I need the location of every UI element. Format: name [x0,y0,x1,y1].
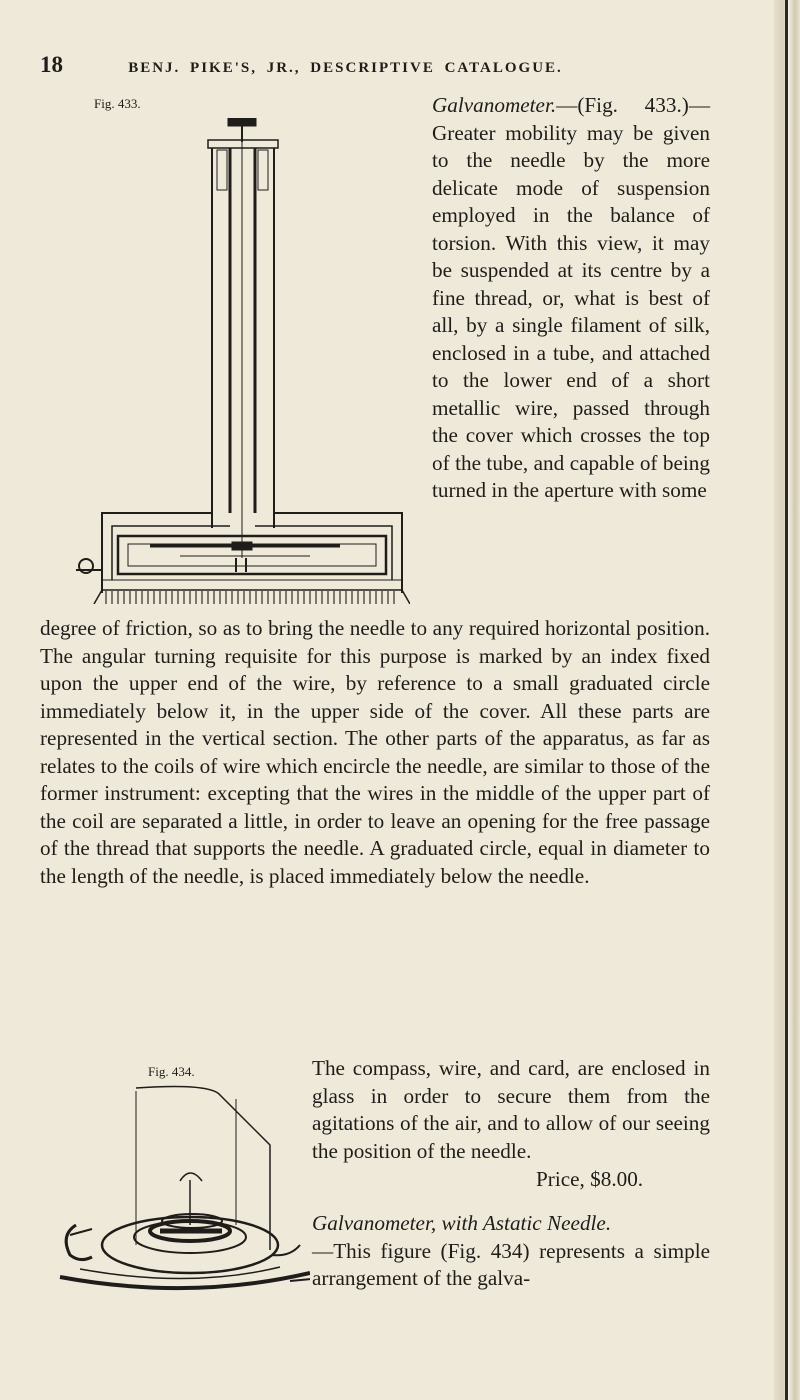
entry-astatic-galvanometer [312,1210,710,1293]
entry-body-part-c: The compass, wire, and card, are enclosed in glass in order to secure them from the agitations of the air, and to allow of our seeing the position of the needle. [312,1056,710,1163]
entry-lead: —(Fig. 433.)— [556,93,710,117]
running-header [40,52,760,78]
entry-title-astatic: Galvanometer, with Astatic Needle. [312,1211,612,1235]
entry-body-part-b: degree of friction, so as to bring the needle to any required horizontal position. The angular turning requisite for this purpose is marked by an index fixed upon the upper end of the wire, by reference to a small graduated circle immediately below it, in the upper side of the cover. All these parts are represented in the vertical section. The other parts of the apparatus, as far as relates to the coils of wire which encircle the needle, are similar to those of the former instrument: excepting that the wires in the middle of the upper part of the coil are separated a little, in order to leave an opening for the free passage of the thread that supports the needle. A graduated circle, equal in diameter to the length of the needle, is placed immediately below the needle. [40,616,710,888]
page-number: 18 [40,52,63,77]
entry-body-astatic: —This figure (Fig. 434) represents a simple arrangement of the galva- [312,1238,710,1290]
price: Price, $8.00. [536,1167,644,1191]
fig-433-illustration [40,118,410,604]
entry-title: Galvanometer. [432,93,557,117]
page-edge [774,0,800,1400]
running-title: BENJ. PIKE'S, JR., DESCRIPTIVE CATALOGUE. [128,60,563,76]
fig-434-label: Fig. 434. [148,1064,195,1079]
entry-galvanometer-intro [432,92,710,505]
fig-434-illustration [40,1085,310,1295]
entry-galvanometer-body [40,615,710,890]
fig-433-label: Fig. 433. [94,96,141,111]
entry-body-part-a: Greater mobility may be given to the needle by the more delicate mode of suspension employed in the balance of torsion. With this view, it may be suspended at its centre by a fine thread, or, what is best of all, by a single filament of silk, enclosed in a tube, and attached to the lower end of a short metallic wire, passed through the cover which crosses the top of the tube, and capable of being turned in the aperture with some [432,120,710,502]
entry-galvanometer-tail [312,1055,710,1165]
